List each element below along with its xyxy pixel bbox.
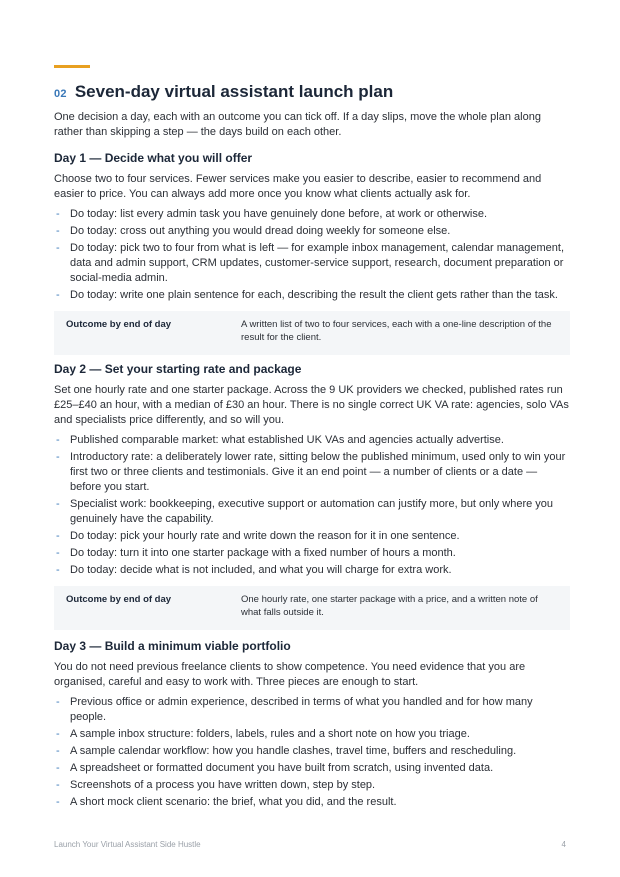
day-intro: Choose two to four services. Fewer services make you easier to describe, easier to recommend and easier to price. You can always add more once you know what clients actually ask for. <box>54 173 542 200</box>
list-item: - Specialist work: bookkeeping, executive support or automation can justify more, but only where you genuinely have the capability. <box>56 498 554 525</box>
outcome-box <box>54 311 570 355</box>
bullet-dash: - <box>56 547 60 559</box>
bullet-dash: - <box>56 696 60 708</box>
list-item: - A sample inbox structure: folders, labels, rules and a short note on how you triage. <box>56 728 470 740</box>
accent-bar <box>54 65 90 68</box>
bullet-dash: - <box>56 530 60 542</box>
section-number: 02 <box>54 88 67 100</box>
page-number: 4 <box>561 840 566 849</box>
section-intro: One decision a day, each with an outcome you can tick off. If a day slips, move the whole plan along rather than skipping a step — the days build on each other. <box>54 111 541 138</box>
outcome-text: One hourly rate, one starter package with a price, and a written note of what falls outside it. <box>241 594 538 618</box>
bullet-dash: - <box>56 434 60 446</box>
bullet-dash: - <box>56 451 60 463</box>
outcome-box <box>54 586 570 630</box>
list-item: - A spreadsheet or formatted document you have built from scratch, using invented data. <box>56 762 494 774</box>
list-item: - A sample calendar workflow: how you handle clashes, travel time, buffers and rescheduling. <box>56 745 517 757</box>
task-list <box>54 207 570 303</box>
day-1-block <box>54 151 570 355</box>
bullet-dash: - <box>56 242 60 254</box>
list-item: - Previous office or admin experience, described in terms of what you handled and for how many people. <box>56 696 533 723</box>
list-item: - Do today: write one plain sentence for each, describing the result the client gets rather than the task. <box>56 289 558 301</box>
day-title: Day 3 — Build a minimum viable portfolio <box>54 639 291 653</box>
outcome-label: Outcome by end of day <box>66 319 172 330</box>
bullet-dash: - <box>56 564 60 576</box>
bullet-dash: - <box>56 796 60 808</box>
outcome-text: A written list of two to four services, each with a one-line description of the result for the client. <box>241 319 552 343</box>
list-item: - Do today: pick two to four from what is left — for example inbox management, calendar management, data and admin support, CRM updates, customer-service support, research, document preparation or social-media admin. <box>56 242 565 284</box>
list-item: - A short mock client scenario: the brief, what you did, and the result. <box>56 796 397 808</box>
day-intro: Set one hourly rate and one starter package. Across the 9 UK providers we checked, published rates run £25–£40 an hour, with a median of £30 an hour. There is no single correct UK VA rate: agencies, solo VAs and specialists price differently, and so will you. <box>54 384 569 426</box>
list-item: - Do today: cross out anything you would dread doing weekly for someone else. <box>56 225 451 237</box>
task-list <box>54 433 570 578</box>
bullet-dash: - <box>56 762 60 774</box>
bullet-dash: - <box>56 779 60 791</box>
day-title: Day 2 — Set your starting rate and package <box>54 362 302 376</box>
bullet-dash: - <box>56 498 60 510</box>
section-title: Seven-day virtual assistant launch plan <box>74 82 394 101</box>
bullet-dash: - <box>56 225 60 237</box>
list-item: - Screenshots of a process you have written down, step by step. <box>56 779 376 791</box>
task-list <box>54 695 570 810</box>
day-intro: You do not need previous freelance clients to show competence. You need evidence that you are organised, careful and easy to work with. Three pieces are enough to start. <box>54 661 526 688</box>
bullet-dash: - <box>56 728 60 740</box>
day-3-block <box>54 639 570 812</box>
list-item: - Do today: decide what is not included, and what you will charge for extra work. <box>56 564 452 576</box>
list-item: - Do today: list every admin task you have genuinely done before, at work or otherwise. <box>56 208 488 220</box>
bullet-dash: - <box>56 289 60 301</box>
day-2-block <box>54 362 570 630</box>
list-item: - Do today: pick your hourly rate and write down the reason for it in one sentence. <box>56 530 460 542</box>
list-item: - Published comparable market: what established UK VAs and agencies actually advertise. <box>56 434 504 446</box>
bullet-dash: - <box>56 745 60 757</box>
day-title: Day 1 — Decide what you will offer <box>54 151 253 165</box>
section-heading <box>54 82 393 102</box>
list-item: - Introductory rate: a deliberately lower rate, sitting below the published minimum, used only to win your first two or three clients and testimonials. Give it an end point — a number of clients or a date — before you start. <box>56 451 566 493</box>
bullet-dash: - <box>56 208 60 220</box>
outcome-label: Outcome by end of day <box>66 594 172 605</box>
list-item: - Do today: turn it into one starter package with a fixed number of hours a month. <box>56 547 456 559</box>
page-footer <box>54 840 566 849</box>
footer-title: Launch Your Virtual Assistant Side Hustle <box>54 840 201 849</box>
